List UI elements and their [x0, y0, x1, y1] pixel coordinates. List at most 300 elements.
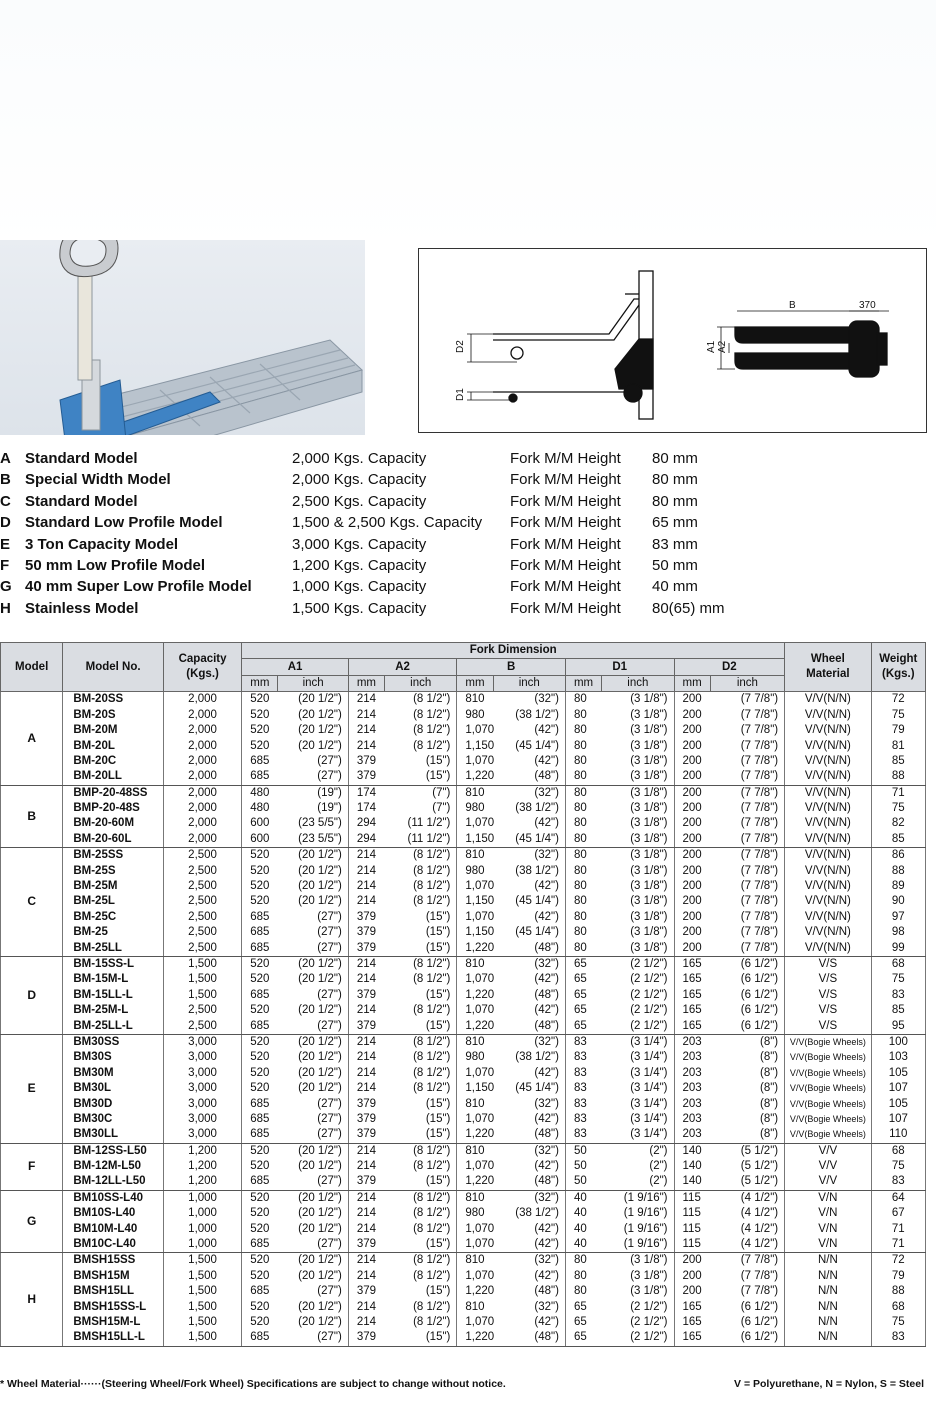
- cell-a2-inch: (8 1/2"): [413, 973, 451, 986]
- cell-a1-inch: (20 1/2"): [298, 1222, 342, 1235]
- model-summary-row: [0, 514, 936, 535]
- unit-mm: mm: [457, 675, 493, 691]
- cell-a2-mm: 214: [348, 956, 384, 972]
- cell-d1-inch: (1 9/16"): [623, 1207, 668, 1220]
- cell-a2-mm: 214: [348, 1221, 384, 1236]
- cell-a1-inch: (27"): [317, 1112, 342, 1125]
- header-model-no: Model No.: [63, 643, 164, 692]
- table-row: [1, 1190, 926, 1206]
- model-summary-row: [0, 493, 936, 514]
- cell-a2-inch: (8 1/2"): [413, 958, 451, 970]
- header-d1: D1: [565, 659, 674, 675]
- cell-b-inch: (38 1/2"): [515, 802, 559, 815]
- table-row: [1, 863, 926, 878]
- cell-a2-inch: (7"): [432, 802, 451, 815]
- cell-capacity: 2,500: [163, 925, 241, 940]
- footer-left: * Wheel Material······(Steering Wheel/Fork Wheel) Specifications are subject to change without notice.: [0, 1378, 506, 1390]
- cell-a1-mm: 480: [242, 785, 278, 801]
- cell-a2-mm: 214: [348, 1143, 384, 1159]
- header-d2: D2: [674, 659, 785, 675]
- cell-model-no: BM-12LL-L50: [63, 1174, 164, 1190]
- table-row: [1, 925, 926, 940]
- table-row: [1, 769, 926, 785]
- cell-a1-mm: 520: [242, 1066, 278, 1081]
- cell-d1-mm: 80: [565, 879, 601, 894]
- model-letter: G: [0, 578, 12, 596]
- cell-d2-mm: 140: [674, 1174, 710, 1190]
- cell-a2-mm: 214: [348, 863, 384, 878]
- cell-a1-mm: 685: [242, 1174, 278, 1190]
- header-capacity: Capacity (Kgs.): [163, 643, 241, 692]
- cell-weight: 99: [871, 940, 925, 956]
- cell-d1-mm: 80: [565, 940, 601, 956]
- cell-d2-mm: 200: [674, 754, 710, 769]
- cell-a1-inch: (27"): [317, 926, 342, 939]
- cell-d1-mm: 80: [565, 816, 601, 831]
- footer-right: V = Polyurethane, N = Nylon, S = Steel: [734, 1378, 924, 1390]
- cell-d2-inch: (4 1/2"): [740, 1207, 779, 1220]
- cell-b-mm: 1,220: [457, 1174, 493, 1190]
- cell-capacity: 2,000: [163, 816, 241, 831]
- cell-b-mm: 810: [457, 848, 493, 864]
- cell-wheel-material: N/N: [785, 1330, 871, 1346]
- cell-d2-inch: (8"): [759, 1097, 779, 1110]
- cell-d2-mm: 200: [674, 910, 710, 925]
- cell-model-no: BM10S-L40: [63, 1206, 164, 1221]
- cell-model-no: BM-20-60L: [63, 832, 164, 848]
- cell-capacity: 1,500: [163, 972, 241, 987]
- cell-wheel-material: V/V(N/N): [785, 785, 871, 801]
- cell-wheel-material: V/V(N/N): [785, 879, 871, 894]
- cell-weight: 110: [871, 1127, 925, 1143]
- cell-d2-mm: 203: [674, 1096, 710, 1111]
- cell-b-inch: (42"): [534, 1004, 559, 1017]
- cell-a2-inch: (15"): [425, 910, 451, 923]
- cell-b-mm: 980: [457, 801, 493, 816]
- cell-wheel-material: V/V(N/N): [785, 816, 871, 831]
- cell-d1-mm: 80: [565, 785, 601, 801]
- cell-d2-mm: 203: [674, 1127, 710, 1143]
- cell-a2-inch: (15"): [385, 1330, 457, 1346]
- cell-a2-inch: (8 1/2"): [413, 880, 451, 893]
- cell-a2-mm: 214: [348, 1299, 384, 1314]
- model-capacity: 1,500 Kgs. Capacity: [292, 599, 427, 617]
- cell-d2-inch: (7 7/8"): [710, 769, 784, 785]
- cell-b-mm: 1,070: [457, 1112, 493, 1127]
- cell-d1-mm: 83: [565, 1050, 601, 1065]
- model-capacity: 1,500 & 2,500 Kgs. Capacity: [292, 514, 483, 532]
- cell-b-mm: 1,070: [457, 723, 493, 738]
- cell-a2-inch: (8 1/2"): [413, 1082, 451, 1095]
- cell-wheel-material: N/N: [785, 1299, 871, 1314]
- cell-a1-inch: (20 1/2"): [298, 880, 342, 893]
- cell-b-inch: (45 1/4"): [515, 739, 559, 752]
- cell-b-inch: (48"): [534, 1285, 559, 1298]
- model-fork-label: Fork M/M Height: [510, 556, 621, 574]
- cell-b-inch: (38 1/2"): [515, 864, 559, 877]
- cell-b-inch: (48"): [493, 1330, 565, 1346]
- label-370: 370: [859, 300, 876, 311]
- cell-wheel-material: V/V(N/N): [785, 910, 871, 925]
- cell-a2-inch: (11 1/2"): [385, 832, 457, 848]
- cell-a2-inch: (15"): [385, 940, 457, 956]
- cell-a2-mm: 174: [348, 785, 384, 801]
- cell-d1-mm: 80: [565, 769, 601, 785]
- cell-a1-mm: 685: [242, 1330, 278, 1346]
- cell-b-inch: (42"): [534, 724, 559, 737]
- cell-weight: 75: [871, 1159, 925, 1174]
- unit-inch: inch: [385, 675, 457, 691]
- cell-weight: 71: [871, 1237, 925, 1253]
- cell-b-inch: (32"): [534, 1254, 559, 1267]
- cell-a1-mm: 520: [242, 1221, 278, 1236]
- cell-a1-inch: (27"): [278, 769, 348, 785]
- cell-model-no: BM-25M-L: [63, 1003, 164, 1018]
- cell-a1-inch: (23 5/5"): [278, 832, 348, 848]
- cell-d1-inch: (3 1/8"): [630, 864, 668, 877]
- cell-a1-mm: 685: [242, 1112, 278, 1127]
- cell-a1-mm: 520: [242, 692, 278, 708]
- cell-weight: 85: [871, 754, 925, 769]
- cell-d1-mm: 65: [565, 1299, 601, 1314]
- cell-a2-inch: (15"): [425, 1285, 451, 1298]
- cell-d2-inch: (7 7/8"): [740, 693, 779, 706]
- cell-d1-mm: 80: [565, 910, 601, 925]
- cell-a2-mm: 214: [348, 972, 384, 987]
- cell-wheel-material: V/V(N/N): [785, 801, 871, 816]
- cell-d2-inch: (4 1/2"): [740, 1222, 779, 1235]
- cell-a1-inch: (20 1/2"): [298, 1269, 342, 1282]
- pallet-truck-dimension-diagram: [418, 248, 927, 433]
- cell-b-inch: (48"): [493, 769, 565, 785]
- cell-wheel-material: V/N: [785, 1206, 871, 1221]
- model-letter: H: [0, 599, 11, 617]
- cell-b-inch: (48"): [493, 1018, 565, 1034]
- cell-a1-inch: (20 1/2"): [298, 1207, 342, 1220]
- cell-d1-inch: (3 1/8"): [630, 1285, 668, 1298]
- cell-weight: 72: [871, 1253, 925, 1269]
- cell-d2-inch: (8"): [759, 1066, 779, 1079]
- cell-weight: 105: [871, 1066, 925, 1081]
- cell-a2-inch: (15"): [385, 1237, 457, 1253]
- model-name: 3 Ton Capacity Model: [25, 535, 179, 553]
- table-row: [1, 1330, 926, 1346]
- table-row: [1, 1112, 926, 1127]
- unit-mm: mm: [348, 675, 384, 691]
- cell-a2-mm: 379: [348, 1237, 384, 1253]
- model-fork-label: Fork M/M Height: [510, 471, 621, 489]
- model-fork-height: 80 mm: [652, 450, 698, 467]
- cell-model-no: BM30M: [63, 1066, 164, 1081]
- cell-a2-inch: (7"): [432, 786, 451, 799]
- cell-a2-inch: (8 1/2"): [413, 1207, 451, 1220]
- cell-a1-inch: (20 1/2"): [298, 1160, 342, 1173]
- cell-a2-mm: 214: [348, 1269, 384, 1284]
- cell-weight: 100: [871, 1034, 925, 1050]
- label-d1: D1: [455, 388, 466, 401]
- cell-b-inch: (42"): [534, 1066, 559, 1079]
- cell-capacity: 1,500: [163, 1253, 241, 1269]
- cell-a2-mm: 379: [348, 1112, 384, 1127]
- table-row: [1, 988, 926, 1003]
- cell-d1-mm: 65: [565, 1003, 601, 1018]
- cell-b-inch: (42"): [534, 754, 559, 767]
- cell-d1-inch: (2"): [649, 1144, 668, 1157]
- cell-a1-mm: 520: [242, 1003, 278, 1018]
- cell-a1-mm: 600: [242, 832, 278, 848]
- cell-a2-inch: (8 1/2"): [413, 895, 451, 908]
- model-fork-label: Fork M/M Height: [510, 450, 621, 467]
- cell-a1-inch: (20 1/2"): [298, 1004, 342, 1017]
- cell-b-mm: 810: [457, 1253, 493, 1269]
- cell-a2-inch: (15"): [425, 754, 451, 767]
- cell-a1-inch: (27"): [278, 1330, 348, 1346]
- group-model-letter: F: [1, 1143, 63, 1190]
- cell-a2-inch: (15"): [385, 769, 457, 785]
- label-a2: A2: [717, 340, 728, 353]
- cell-a1-mm: 685: [242, 910, 278, 925]
- cell-d1-mm: 80: [565, 1284, 601, 1299]
- cell-a1-mm: 520: [242, 738, 278, 753]
- cell-capacity: 3,000: [163, 1081, 241, 1096]
- cell-model-no: BM10SS-L40: [63, 1190, 164, 1206]
- cell-wheel-material: V/V(N/N): [785, 940, 871, 956]
- cell-b-inch: (42"): [534, 1315, 559, 1328]
- cell-a1-inch: (20 1/2"): [298, 1254, 342, 1267]
- model-letter: A: [0, 450, 11, 467]
- cell-a2-inch: (8 1/2"): [413, 1004, 451, 1017]
- cell-model-no: BMP-20-48SS: [63, 785, 164, 801]
- cell-a1-inch: (20 1/2"): [298, 895, 342, 908]
- cell-d1-inch: (1 9/16"): [602, 1237, 674, 1253]
- cell-d2-mm: 200: [674, 1253, 710, 1269]
- cell-d2-inch: (7 7/8"): [740, 754, 779, 767]
- cell-a2-mm: 379: [348, 988, 384, 1003]
- cell-d2-inch: (7 7/8"): [710, 832, 784, 848]
- table-row: [1, 1143, 926, 1159]
- table-row: [1, 1159, 926, 1174]
- table-row: [1, 801, 926, 816]
- cell-b-inch: (45 1/4"): [515, 895, 559, 908]
- cell-d1-inch: (3 1/8"): [630, 786, 668, 799]
- cell-d2-inch: (7 7/8"): [740, 910, 779, 923]
- cell-wheel-material: V/S: [785, 972, 871, 987]
- cell-d2-inch: (7 7/8"): [740, 895, 779, 908]
- model-capacity: 2,000 Kgs. Capacity: [292, 471, 427, 489]
- cell-d1-mm: 40: [565, 1237, 601, 1253]
- cell-d2-mm: 165: [674, 988, 710, 1003]
- cell-weight: 81: [871, 738, 925, 753]
- cell-model-no: BMSH15M: [63, 1269, 164, 1284]
- cell-wheel-material: N/N: [785, 1253, 871, 1269]
- cell-a2-mm: 214: [348, 1253, 384, 1269]
- cell-weight: 68: [871, 1143, 925, 1159]
- cell-capacity: 2,000: [163, 708, 241, 723]
- cell-model-no: BM-25C: [63, 910, 164, 925]
- cell-a1-inch: (19"): [317, 786, 342, 799]
- table-row: [1, 1066, 926, 1081]
- cell-model-no: BM-20C: [63, 754, 164, 769]
- cell-b-mm: 1,070: [457, 1066, 493, 1081]
- cell-b-inch: (42"): [534, 880, 559, 893]
- cell-d2-mm: 115: [674, 1221, 710, 1236]
- cell-d1-mm: 80: [565, 723, 601, 738]
- cell-weight: 88: [871, 769, 925, 785]
- unit-inch: inch: [602, 675, 674, 691]
- cell-model-no: BM-20S: [63, 708, 164, 723]
- cell-model-no: BM30S: [63, 1050, 164, 1065]
- cell-capacity: 2,500: [163, 1018, 241, 1034]
- cell-a2-mm: 214: [348, 1050, 384, 1065]
- table-row: [1, 910, 926, 925]
- cell-d2-inch: (6 1/2"): [710, 1018, 784, 1034]
- cell-a2-inch: (8 1/2"): [413, 739, 451, 752]
- cell-b-mm: 1,070: [457, 1269, 493, 1284]
- cell-weight: 72: [871, 692, 925, 708]
- cell-d2-inch: (7 7/8"): [740, 864, 779, 877]
- cell-a2-inch: (8 1/2"): [413, 708, 451, 721]
- cell-a1-mm: 685: [242, 769, 278, 785]
- cell-b-inch: (42"): [493, 1237, 565, 1253]
- cell-a1-inch: (27"): [278, 1127, 348, 1143]
- cell-a1-inch: (27"): [317, 988, 342, 1001]
- cell-a2-inch: (8 1/2"): [413, 849, 451, 862]
- cell-d2-inch: (7 7/8"): [740, 880, 779, 893]
- cell-a1-inch: (27"): [317, 1285, 342, 1298]
- group-model-letter: A: [1, 692, 63, 785]
- cell-wheel-material: V/V(N/N): [785, 723, 871, 738]
- cell-model-no: BM-25LL: [63, 940, 164, 956]
- cell-a1-inch: (23 5/5"): [298, 817, 342, 830]
- table-row: [1, 754, 926, 769]
- cell-wheel-material: N/N: [785, 1284, 871, 1299]
- cell-d1-inch: (2 1/2"): [630, 1004, 668, 1017]
- cell-capacity: 1,200: [163, 1174, 241, 1190]
- cell-model-no: BMSH15SS-L: [63, 1299, 164, 1314]
- cell-wheel-material: V/V(N/N): [785, 848, 871, 864]
- cell-b-mm: 1,070: [457, 910, 493, 925]
- model-name: Standard Model: [25, 492, 138, 510]
- cell-a1-inch: (20 1/2"): [298, 708, 342, 721]
- cell-a1-mm: 520: [242, 863, 278, 878]
- cell-b-inch: (32"): [534, 786, 559, 799]
- cell-weight: 107: [871, 1112, 925, 1127]
- cell-a2-mm: 214: [348, 894, 384, 909]
- cell-a1-mm: 520: [242, 879, 278, 894]
- cell-b-inch: (38 1/2"): [515, 708, 559, 721]
- cell-a1-inch: (20 1/2"): [298, 1035, 342, 1048]
- cell-a1-inch: (20 1/2"): [298, 1144, 342, 1157]
- cell-d2-mm: 203: [674, 1081, 710, 1096]
- cell-d2-mm: 200: [674, 692, 710, 708]
- cell-capacity: 1,200: [163, 1143, 241, 1159]
- cell-d2-mm: 203: [674, 1066, 710, 1081]
- table-row: [1, 1096, 926, 1111]
- cell-d2-mm: 203: [674, 1050, 710, 1065]
- cell-d2-inch: (6 1/2"): [740, 988, 779, 1001]
- cell-capacity: 2,500: [163, 910, 241, 925]
- cell-b-mm: 980: [457, 708, 493, 723]
- cell-weight: 98: [871, 925, 925, 940]
- cell-a1-inch: (27"): [317, 910, 342, 923]
- cell-capacity: 3,000: [163, 1127, 241, 1143]
- cell-d2-inch: (6 1/2"): [740, 1300, 779, 1313]
- cell-b-mm: 1,220: [457, 1018, 493, 1034]
- cell-wheel-material: V/V(N/N): [785, 738, 871, 753]
- cell-a1-inch: (20 1/2"): [298, 958, 342, 970]
- cell-d1-inch: (3 1/4"): [630, 1097, 668, 1110]
- cell-a2-inch: (15"): [385, 1127, 457, 1143]
- cell-model-no: BM-12SS-L50: [63, 1143, 164, 1159]
- cell-capacity: 2,000: [163, 723, 241, 738]
- cell-d2-mm: 140: [674, 1143, 710, 1159]
- cell-d2-mm: 200: [674, 801, 710, 816]
- cell-d2-mm: 200: [674, 879, 710, 894]
- cell-model-no: BM-12M-L50: [63, 1159, 164, 1174]
- cell-b-inch: (38 1/2"): [515, 1051, 559, 1064]
- cell-d1-mm: 80: [565, 863, 601, 878]
- header-b: B: [457, 659, 566, 675]
- cell-wheel-material: V/S: [785, 956, 871, 972]
- cell-a2-mm: 379: [348, 754, 384, 769]
- cell-d1-mm: 83: [565, 1096, 601, 1111]
- cell-d2-mm: 165: [674, 1299, 710, 1314]
- table-row: [1, 1206, 926, 1221]
- cell-b-inch: (42"): [534, 1112, 559, 1125]
- table-row: [1, 1269, 926, 1284]
- cell-d2-mm: 200: [674, 832, 710, 848]
- cell-capacity: 1,500: [163, 1315, 241, 1330]
- cell-b-mm: 1,220: [457, 940, 493, 956]
- cell-a1-mm: 520: [242, 1081, 278, 1096]
- model-summary-row: [0, 450, 936, 471]
- cell-d1-inch: (3 1/4"): [630, 1051, 668, 1064]
- cell-a1-inch: (27"): [278, 940, 348, 956]
- cell-b-inch: (32"): [534, 693, 559, 706]
- cell-a2-mm: 214: [348, 1159, 384, 1174]
- cell-b-mm: 1,150: [457, 1081, 493, 1096]
- cell-a2-mm: 214: [348, 1206, 384, 1221]
- cell-d1-mm: 65: [565, 956, 601, 972]
- cell-d2-mm: 200: [674, 723, 710, 738]
- table-row: [1, 972, 926, 987]
- cell-weight: 105: [871, 1096, 925, 1111]
- cell-d1-inch: (3 1/8"): [630, 1254, 668, 1267]
- table-row: [1, 723, 926, 738]
- cell-a1-mm: 520: [242, 708, 278, 723]
- cell-a1-inch: (27"): [278, 1018, 348, 1034]
- cell-d1-mm: 80: [565, 801, 601, 816]
- model-letter: F: [0, 556, 10, 574]
- cell-capacity: 1,200: [163, 1159, 241, 1174]
- table-row: [1, 1315, 926, 1330]
- cell-wheel-material: V/N: [785, 1237, 871, 1253]
- cell-d2-mm: 200: [674, 940, 710, 956]
- cell-a1-mm: 520: [242, 723, 278, 738]
- label-d2: D2: [455, 340, 466, 353]
- cell-b-inch: (45 1/4"): [515, 926, 559, 939]
- cell-d1-mm: 65: [565, 988, 601, 1003]
- cell-d1-mm: 40: [565, 1206, 601, 1221]
- model-fork-label: Fork M/M Height: [510, 492, 621, 510]
- cell-a2-inch: (8 1/2"): [413, 1035, 451, 1048]
- cell-d1-inch: (1 9/16"): [623, 1191, 668, 1204]
- cell-wheel-material: V/V(N/N): [785, 708, 871, 723]
- cell-a1-mm: 520: [242, 972, 278, 987]
- cell-wheel-material: V/V: [785, 1159, 871, 1174]
- model-fork-label: Fork M/M Height: [510, 535, 621, 553]
- cell-model-no: BM30L: [63, 1081, 164, 1096]
